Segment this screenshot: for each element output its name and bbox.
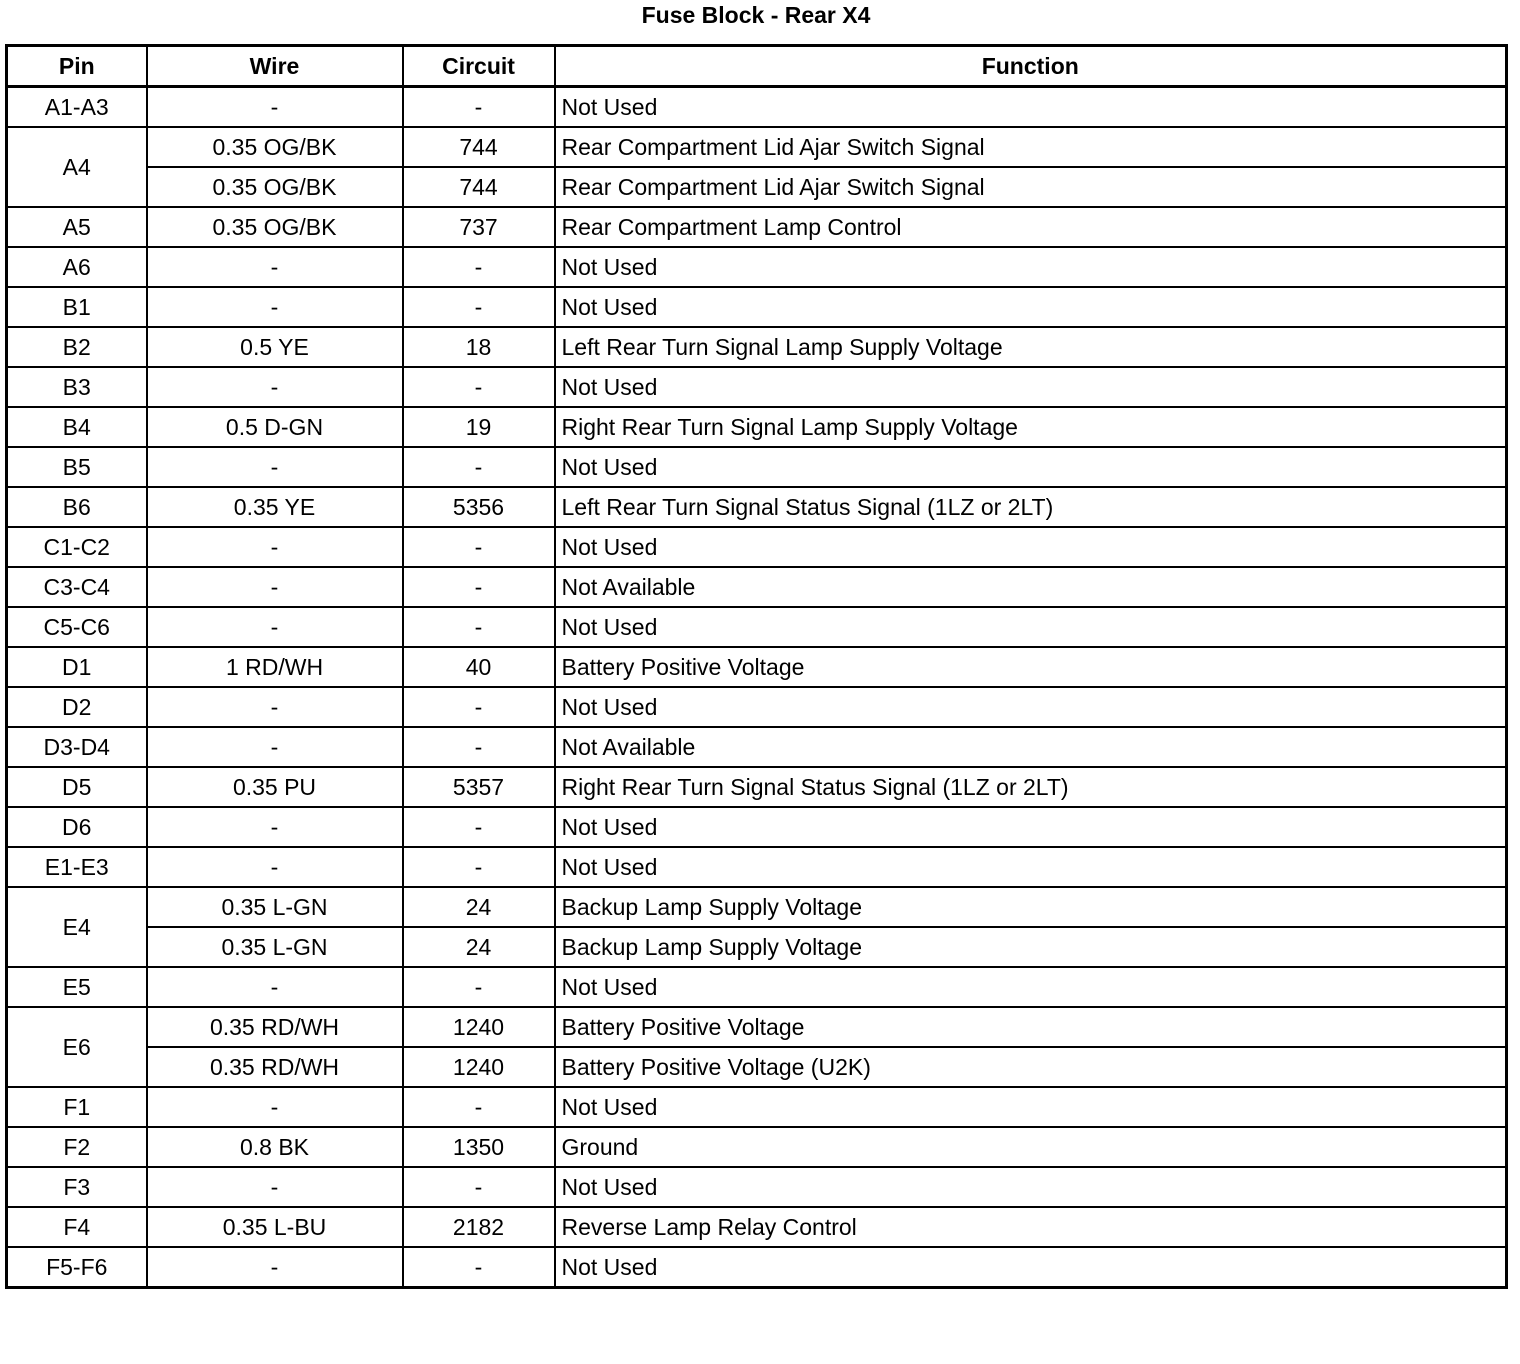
pin-cell: A4 <box>7 127 147 207</box>
circuit-cell: 24 <box>403 927 555 967</box>
function-cell: Not Used <box>555 607 1507 647</box>
table-row <box>7 527 1507 567</box>
wire-cell: - <box>147 447 403 487</box>
header-pin: Pin <box>7 46 147 87</box>
table-row <box>7 1167 1507 1207</box>
pin-cell: F4 <box>7 1207 147 1247</box>
function-cell: Right Rear Turn Signal Lamp Supply Voltage <box>555 407 1507 447</box>
wire-cell: 1 RD/WH <box>147 647 403 687</box>
circuit-cell: - <box>403 1247 555 1288</box>
circuit-cell: - <box>403 527 555 567</box>
wire-cell: 0.5 YE <box>147 327 403 367</box>
wire-cell: - <box>147 527 403 567</box>
table-row <box>7 767 1507 807</box>
circuit-cell: - <box>403 687 555 727</box>
circuit-cell: - <box>403 727 555 767</box>
wire-cell: 0.35 PU <box>147 767 403 807</box>
pin-cell: C1-C2 <box>7 527 147 567</box>
pin-cell: F2 <box>7 1127 147 1167</box>
header-function: Function <box>555 46 1507 87</box>
function-cell: Not Available <box>555 567 1507 607</box>
table-row <box>7 1207 1507 1247</box>
table-row <box>7 727 1507 767</box>
wire-cell: - <box>147 847 403 887</box>
circuit-cell: 1240 <box>403 1047 555 1087</box>
wire-cell: - <box>147 807 403 847</box>
wire-cell: 0.35 RD/WH <box>147 1007 403 1047</box>
circuit-cell: - <box>403 1087 555 1127</box>
table-row <box>7 447 1507 487</box>
table-row <box>7 567 1507 607</box>
circuit-cell: 24 <box>403 887 555 927</box>
function-cell: Not Used <box>555 447 1507 487</box>
table-row <box>7 967 1507 1007</box>
function-cell: Rear Compartment Lid Ajar Switch Signal <box>555 127 1507 167</box>
circuit-cell: 19 <box>403 407 555 447</box>
page-title: Fuse Block - Rear X4 <box>641 2 871 28</box>
circuit-cell: - <box>403 807 555 847</box>
function-cell: Not Used <box>555 807 1507 847</box>
pin-cell: E5 <box>7 967 147 1007</box>
pin-cell: F5-F6 <box>7 1247 147 1288</box>
wire-cell: 0.35 OG/BK <box>147 127 403 167</box>
function-cell: Battery Positive Voltage <box>555 1007 1507 1047</box>
table-row <box>7 287 1507 327</box>
table-row <box>7 407 1507 447</box>
table-row <box>7 807 1507 847</box>
table-row <box>7 367 1507 407</box>
pin-cell: B5 <box>7 447 147 487</box>
table-body <box>7 87 1507 1288</box>
pinout-table <box>5 44 1508 1289</box>
pin-cell: A5 <box>7 207 147 247</box>
pin-cell: B1 <box>7 287 147 327</box>
function-cell: Backup Lamp Supply Voltage <box>555 927 1507 967</box>
function-cell: Reverse Lamp Relay Control <box>555 1207 1507 1247</box>
pin-cell: C5-C6 <box>7 607 147 647</box>
table-row <box>7 87 1507 128</box>
function-cell: Not Used <box>555 247 1507 287</box>
wire-cell: 0.35 L-BU <box>147 1207 403 1247</box>
function-cell: Battery Positive Voltage (U2K) <box>555 1047 1507 1087</box>
pin-cell: D2 <box>7 687 147 727</box>
function-cell: Not Used <box>555 847 1507 887</box>
pin-cell: E4 <box>7 887 147 967</box>
circuit-cell: 5356 <box>403 487 555 527</box>
circuit-cell: 744 <box>403 167 555 207</box>
wire-cell: 0.8 BK <box>147 1127 403 1167</box>
wire-cell: - <box>147 967 403 1007</box>
circuit-cell: - <box>403 287 555 327</box>
pin-cell: B2 <box>7 327 147 367</box>
wire-cell: 0.35 L-GN <box>147 887 403 927</box>
header-circuit: Circuit <box>403 46 555 87</box>
circuit-cell: - <box>403 607 555 647</box>
function-cell: Rear Compartment Lid Ajar Switch Signal <box>555 167 1507 207</box>
pin-cell: D5 <box>7 767 147 807</box>
table-row <box>7 487 1507 527</box>
header-row <box>7 46 1507 87</box>
pin-cell: A6 <box>7 247 147 287</box>
wire-cell: 0.35 OG/BK <box>147 167 403 207</box>
function-cell: Left Rear Turn Signal Lamp Supply Voltage <box>555 327 1507 367</box>
table-row <box>7 127 1507 167</box>
table-row <box>7 1127 1507 1167</box>
table-row <box>7 1247 1507 1288</box>
circuit-cell: 1240 <box>403 1007 555 1047</box>
function-cell: Not Used <box>555 687 1507 727</box>
pin-cell: A1-A3 <box>7 87 147 128</box>
wire-cell: - <box>147 1167 403 1207</box>
pin-cell: C3-C4 <box>7 567 147 607</box>
pin-cell: D3-D4 <box>7 727 147 767</box>
table-row <box>7 1087 1507 1127</box>
table-row <box>7 847 1507 887</box>
circuit-cell: 40 <box>403 647 555 687</box>
function-cell: Left Rear Turn Signal Status Signal (1LZ or 2LT) <box>555 487 1507 527</box>
circuit-cell: 1350 <box>403 1127 555 1167</box>
function-cell: Right Rear Turn Signal Status Signal (1LZ or 2LT) <box>555 767 1507 807</box>
circuit-cell: 5357 <box>403 767 555 807</box>
table-row <box>7 687 1507 727</box>
pin-cell: F1 <box>7 1087 147 1127</box>
function-cell: Not Used <box>555 87 1507 128</box>
circuit-cell: 2182 <box>403 1207 555 1247</box>
circuit-cell: 737 <box>403 207 555 247</box>
wire-cell: - <box>147 1247 403 1288</box>
function-cell: Battery Positive Voltage <box>555 647 1507 687</box>
pin-cell: D1 <box>7 647 147 687</box>
pin-cell: E1-E3 <box>7 847 147 887</box>
function-cell: Backup Lamp Supply Voltage <box>555 887 1507 927</box>
table-row <box>7 887 1507 927</box>
function-cell: Not Used <box>555 1167 1507 1207</box>
circuit-cell: 744 <box>403 127 555 167</box>
wire-cell: - <box>147 687 403 727</box>
table-row <box>7 327 1507 367</box>
circuit-cell: - <box>403 447 555 487</box>
circuit-cell: 18 <box>403 327 555 367</box>
wire-cell: - <box>147 247 403 287</box>
table-row <box>7 1007 1507 1047</box>
pin-cell: E6 <box>7 1007 147 1087</box>
function-cell: Rear Compartment Lamp Control <box>555 207 1507 247</box>
pin-cell: F3 <box>7 1167 147 1207</box>
pin-cell: B3 <box>7 367 147 407</box>
function-cell: Not Used <box>555 1087 1507 1127</box>
function-cell: Not Used <box>555 967 1507 1007</box>
pin-cell: B4 <box>7 407 147 447</box>
wire-cell: 0.35 YE <box>147 487 403 527</box>
pin-cell: B6 <box>7 487 147 527</box>
function-cell: Not Used <box>555 1247 1507 1288</box>
wire-cell: - <box>147 287 403 327</box>
wire-cell: - <box>147 607 403 647</box>
table-row <box>7 247 1507 287</box>
wire-cell: - <box>147 567 403 607</box>
wire-cell: 0.35 L-GN <box>147 927 403 967</box>
wire-cell: - <box>147 367 403 407</box>
function-cell: Not Used <box>555 527 1507 567</box>
header-wire: Wire <box>147 46 403 87</box>
table-row <box>7 167 1507 207</box>
table-row <box>7 647 1507 687</box>
circuit-cell: - <box>403 87 555 128</box>
circuit-cell: - <box>403 967 555 1007</box>
function-cell: Ground <box>555 1127 1507 1167</box>
wire-cell: - <box>147 1087 403 1127</box>
wire-cell: - <box>147 727 403 767</box>
pin-cell: D6 <box>7 807 147 847</box>
table-row <box>7 927 1507 967</box>
circuit-cell: - <box>403 367 555 407</box>
circuit-cell: - <box>403 567 555 607</box>
circuit-cell: - <box>403 1167 555 1207</box>
table-row <box>7 1047 1507 1087</box>
function-cell: Not Used <box>555 287 1507 327</box>
wire-cell: 0.5 D-GN <box>147 407 403 447</box>
wire-cell: - <box>147 87 403 128</box>
table-row <box>7 207 1507 247</box>
wire-cell: 0.35 RD/WH <box>147 1047 403 1087</box>
function-cell: Not Available <box>555 727 1507 767</box>
function-cell: Not Used <box>555 367 1507 407</box>
circuit-cell: - <box>403 847 555 887</box>
table-row <box>7 607 1507 647</box>
wire-cell: 0.35 OG/BK <box>147 207 403 247</box>
circuit-cell: - <box>403 247 555 287</box>
